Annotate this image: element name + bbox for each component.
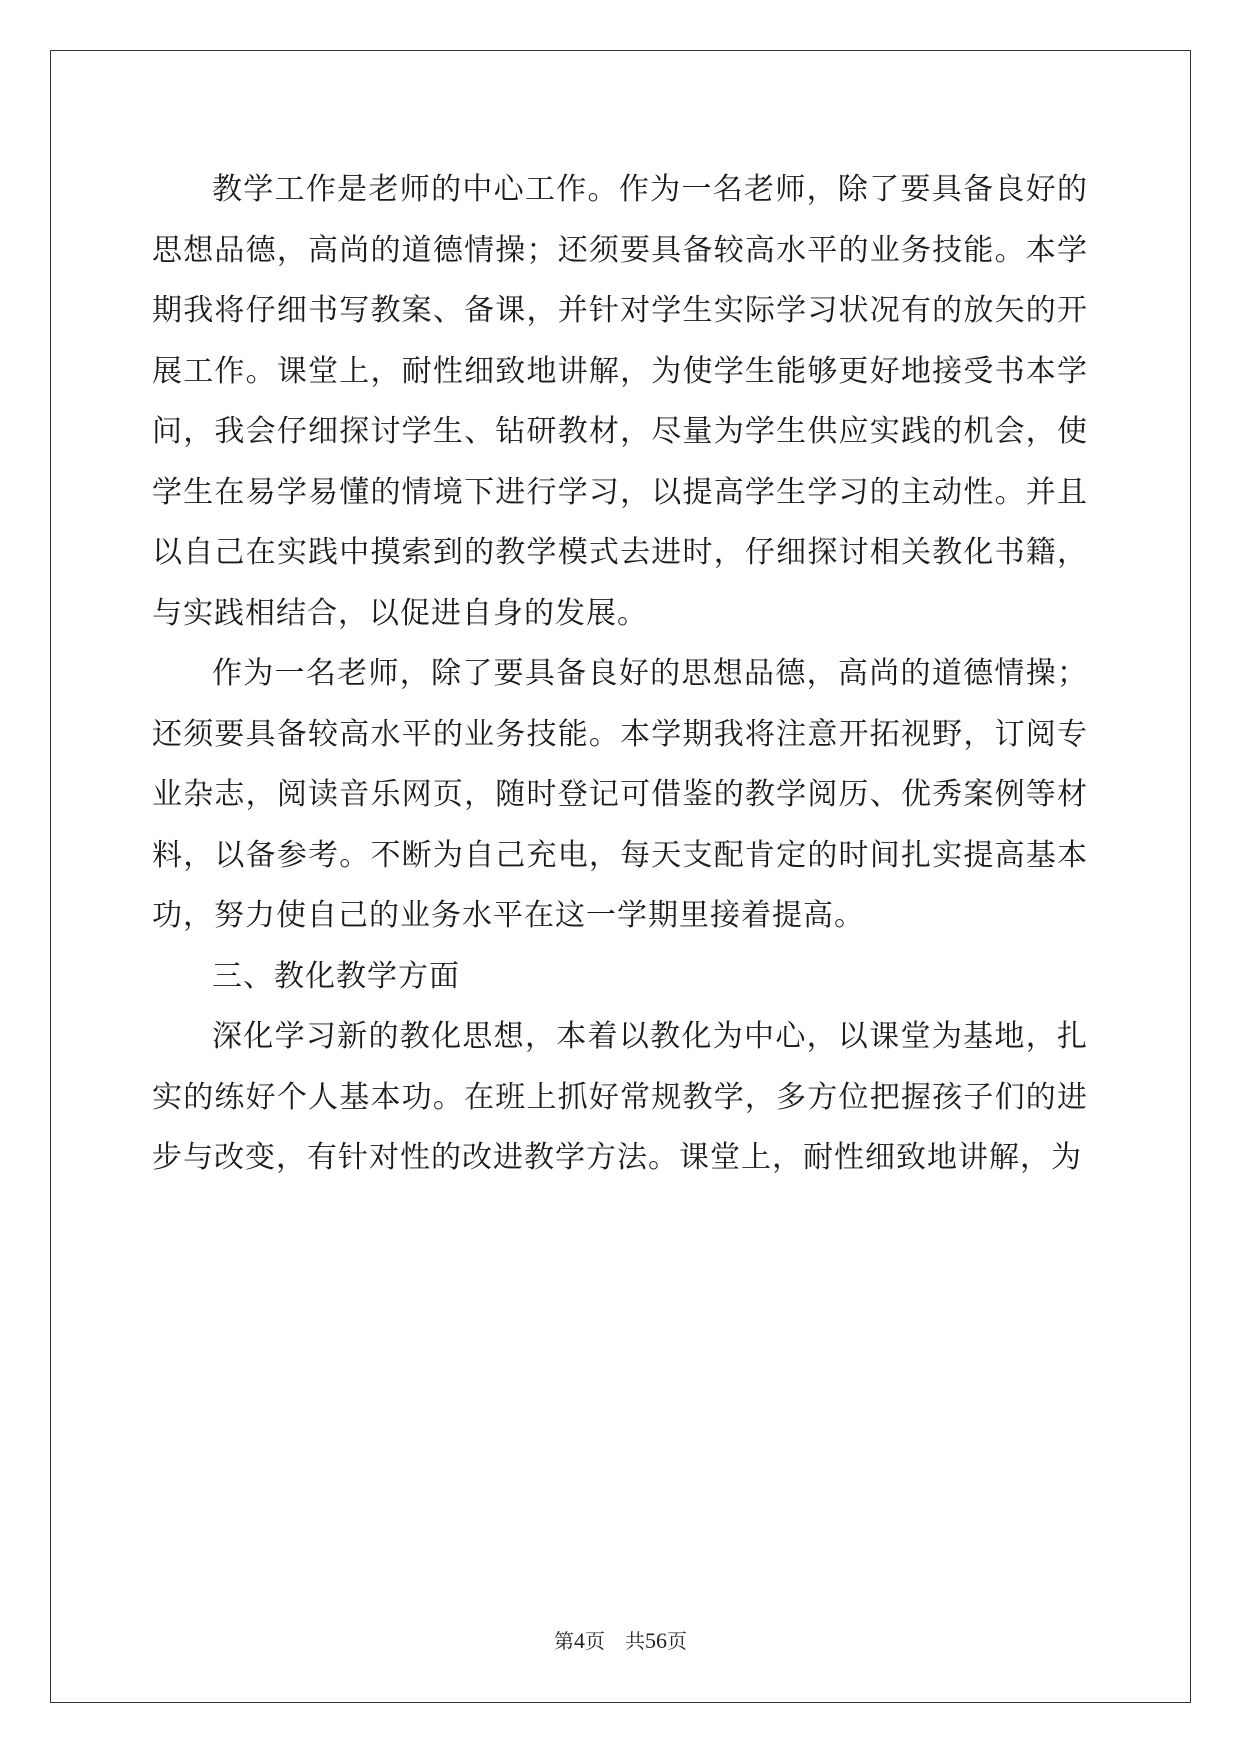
page-suffix: 页	[585, 1629, 605, 1653]
paragraph-teaching-aspects: 深化学习新的教化思想，本着以教化为中心，以课堂为基地，扎实的练好个人基本功。在班上抓好常规教学，多方位把握孩子们的进步与改变，有针对性的改进教学方法。课堂上，耐性细致地讲解，为	[152, 1019, 1088, 1175]
total-pages: 56	[645, 1628, 667, 1653]
section-heading: 三、教化教学方面	[212, 958, 460, 994]
paragraph-professional-skills: 作为一名老师，除了要具备良好的思想品德，高尚的道德情操；还须要具备较高水平的业务技能。本学期我将注意开拓视野，订阅专业杂志，阅读音乐网页，随时登记可借鉴的教学阅历、优秀案例等材料，以备参考。不断为自己充电，每天支配肯定的时间扎实提高基本功，努力使自己的业务水平在这一学期里接着提高。	[152, 656, 1088, 933]
page-number: 4	[574, 1628, 585, 1653]
total-suffix: 页	[667, 1629, 687, 1653]
paragraph-teaching-work: 教学工作是老师的中心工作。作为一名老师，除了要具备良好的思想品德，高尚的道德情操；还须要具备较高水平的业务技能。本学期我将仔细书写教案、备课，并针对学生实际学习状况有的放矢的开展工作。课堂上，耐性细致地讲解，为使学生能够更好地接受书本学问，我会仔细探讨学生、钻研教材，尽量为学生供应实践的机会，使学生在易学易懂的情境下进行学习，以提高学生学习的主动性。并且以自己在实践中摸索到的教学模式去进时，仔细探讨相关教化书籍，与实践相结合，以促进自身的发展。	[152, 172, 1088, 631]
total-prefix: 共	[625, 1629, 645, 1653]
page-prefix: 第	[554, 1629, 574, 1653]
document-body	[152, 160, 1088, 1189]
page-footer	[0, 1627, 1241, 1655]
